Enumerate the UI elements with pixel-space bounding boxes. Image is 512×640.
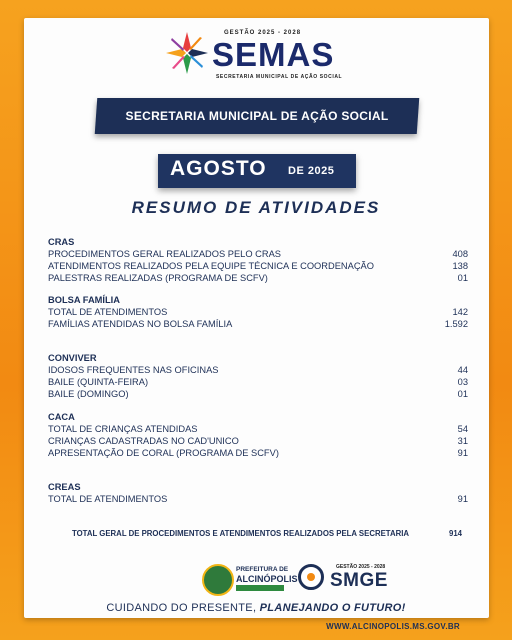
- year-text: DE 2025: [288, 165, 335, 177]
- section-creas: [48, 481, 468, 505]
- semas-star-icon: [164, 30, 210, 76]
- table-row: [48, 364, 468, 376]
- logo-gestao: GESTÃO 2025 - 2028: [224, 30, 302, 36]
- logo-subtitle: SECRETARIA MUNICIPAL DE AÇÃO SOCIAL: [216, 74, 343, 80]
- table-row: [48, 318, 468, 330]
- smge-name: SMGE: [330, 570, 388, 591]
- row-value: 408: [452, 249, 468, 259]
- table-row: [48, 272, 468, 284]
- prefeitura-name: ALCINÓPOLIS: [236, 574, 298, 584]
- summary-title: RESUMO DE ATIVIDADES: [131, 198, 381, 217]
- footer-logos: [200, 562, 400, 596]
- month-banner: [158, 154, 356, 188]
- row-value: 44: [457, 365, 468, 375]
- prefeitura-stripe: [236, 585, 284, 591]
- smge-logo: [296, 562, 396, 596]
- section-title: CACA: [48, 412, 75, 422]
- row-label: BAILE (DOMINGO): [48, 389, 129, 399]
- row-value: 91: [457, 448, 468, 458]
- row-label: PROCEDIMENTOS GERAL REALIZADOS PELO CRAS: [48, 249, 281, 259]
- row-label: APRESENTAÇÃO DE CORAL (PROGRAMA DE SCFV): [48, 448, 279, 458]
- section-conviver: [48, 352, 468, 400]
- prefeitura-logo: [200, 562, 298, 596]
- section-title: BOLSA FAMÍLIA: [48, 295, 120, 305]
- row-value: 01: [457, 389, 468, 399]
- slogan: [0, 602, 512, 614]
- row-value: 03: [457, 377, 468, 387]
- row-label: IDOSOS FREQUENTES NAS OFICINAS: [48, 365, 219, 375]
- row-value: 54: [457, 424, 468, 434]
- row-value: 91: [457, 494, 468, 504]
- row-label: TOTAL DE CRIANÇAS ATENDIDAS: [48, 424, 198, 434]
- section-title: CREAS: [48, 482, 81, 492]
- smge-ring-icon: [298, 564, 324, 590]
- section-bolsa-familia: [48, 294, 468, 330]
- table-row: [48, 447, 468, 459]
- table-row: [48, 376, 468, 388]
- row-value: 138: [452, 261, 468, 271]
- row-label: CRIANÇAS CADASTRADAS NO CAD'UNICO: [48, 436, 239, 446]
- grand-total-label: TOTAL GERAL DE PROCEDIMENTOS E ATENDIMENTOS REALIZADOS PELA SECRETARIA: [72, 529, 410, 538]
- table-row: [48, 306, 468, 318]
- grand-total: [72, 529, 462, 538]
- section-cras: [48, 236, 468, 284]
- table-row: [48, 493, 468, 505]
- row-label: PALESTRAS REALIZADAS (PROGRAMA DE SCFV): [48, 273, 268, 283]
- grand-total-value: 914: [448, 529, 462, 538]
- website-url: WWW.ALCINOPOLIS.MS.GOV.BR: [326, 622, 460, 631]
- row-label: TOTAL DE ATENDIMENTOS: [48, 307, 168, 317]
- table-row: [48, 435, 468, 447]
- row-value: 142: [452, 307, 468, 317]
- row-value: 1.592: [444, 319, 468, 329]
- table-row: [48, 260, 468, 272]
- slogan-part-1: CUIDANDO DO PRESENTE,: [106, 602, 260, 614]
- table-row: [48, 388, 468, 400]
- row-label: BAILE (QUINTA-FEIRA): [48, 377, 149, 387]
- row-value: 01: [457, 273, 468, 283]
- section-title: CRAS: [48, 237, 75, 247]
- smge-gestao: GESTÃO 2025 - 2028: [336, 564, 386, 570]
- slogan-part-2: PLANEJANDO O FUTURO!: [259, 602, 406, 614]
- prefeitura-label: PREFEITURA DE: [236, 566, 289, 573]
- row-label: FAMÍLIAS ATENDIDAS NO BOLSA FAMÍLIA: [48, 319, 233, 329]
- month-text: AGOSTO: [170, 157, 267, 180]
- row-label: TOTAL DE ATENDIMENTOS: [48, 494, 168, 504]
- table-row: [48, 423, 468, 435]
- table-row: [48, 248, 468, 260]
- crest-icon: [202, 564, 234, 596]
- department-banner: [95, 98, 420, 134]
- section-title: CONVIVER: [48, 353, 97, 363]
- logo-name: SEMAS: [212, 36, 335, 73]
- section-caca: [48, 411, 468, 459]
- row-label: ATENDIMENTOS REALIZADOS PELA EQUIPE TÉCNICA E COORDENAÇÃO: [48, 261, 374, 271]
- department-banner-text: SECRETARIA MUNICIPAL DE AÇÃO SOCIAL: [125, 109, 389, 123]
- row-value: 31: [457, 436, 468, 446]
- semas-logo: [160, 26, 350, 88]
